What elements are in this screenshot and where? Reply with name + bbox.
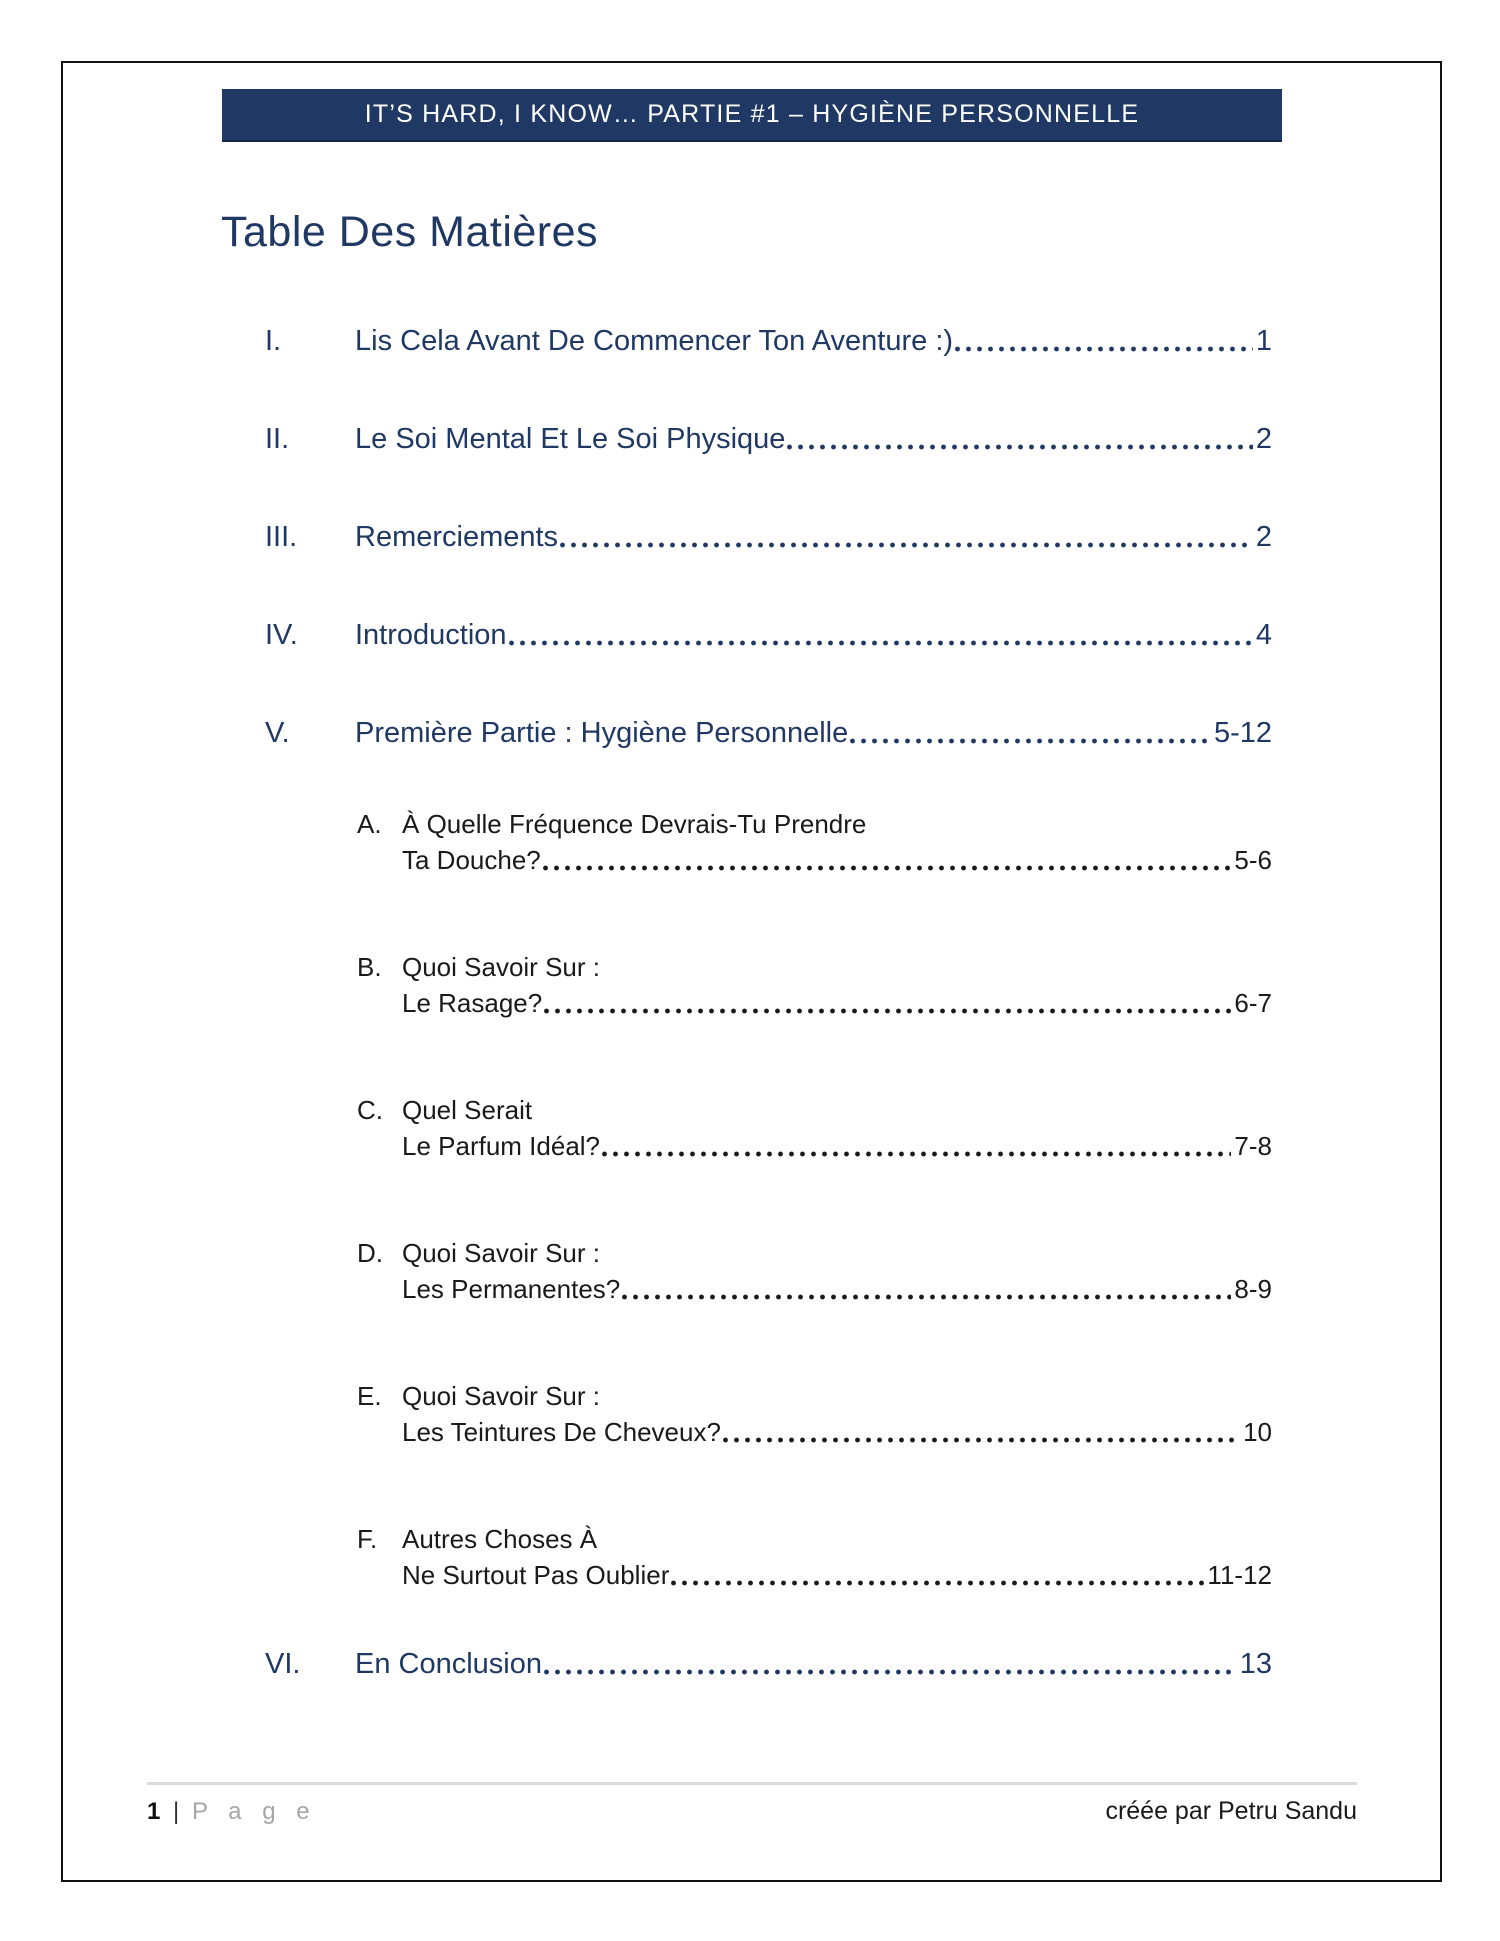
toc-entry-label: Remerciements [355,521,559,553]
header-banner [222,89,1282,142]
toc-entry-page: 2 [1255,423,1272,455]
footer-page-indicator [147,1798,317,1826]
toc-entry-label: Le Soi Mental Et Le Soi Physique [355,423,786,455]
toc-entry-6 [265,1647,1272,1681]
toc-subentry-letter: B. [357,952,382,982]
dotted-leader [787,444,1252,450]
toc-entry-page: 2 [1255,521,1272,553]
toc-entry-3 [265,520,1272,554]
toc-entry-numeral: II. [265,423,290,455]
toc-subentry-line1: Quel Serait [402,1095,533,1125]
toc-entry-numeral: III. [265,521,298,553]
toc-subentry-page: 6-7 [1234,988,1272,1018]
toc-sublist [357,806,1272,1593]
toc-entry-page: 4 [1255,619,1272,651]
dotted-leader [543,865,1232,871]
toc-subentry-letter: E. [357,1381,382,1411]
toc-subentry-e [357,1378,1272,1450]
toc-subentry-b [357,949,1272,1021]
toc-entry-page: 5-12 [1213,717,1272,749]
table-of-contents [265,324,1272,1745]
footer-credit: créée par Petru Sandu [1105,1797,1357,1825]
dotted-leader [850,738,1211,744]
toc-subentry-line2: Le Parfum Idéal? [402,1131,601,1161]
toc-subentry-line1: À Quelle Fréquence Devrais-Tu Prendre [402,809,867,839]
toc-entry-label: En Conclusion [355,1648,542,1680]
toc-entry-label: Lis Cela Avant De Commencer Ton Aventure :) [355,325,954,357]
toc-subentry-line2: Les Teintures De Cheveux? [402,1417,721,1447]
toc-subentry-line1: Quoi Savoir Sur : [402,952,600,982]
toc-subentry-line2: Le Rasage? [402,988,543,1018]
toc-subentry-line1: Autres Choses À [402,1524,598,1554]
dotted-leader [560,542,1253,548]
toc-entry-numeral: VI. [265,1648,301,1680]
dotted-leader [955,346,1253,352]
toc-entry-numeral: V. [265,717,290,749]
page-footer [147,1782,1357,1826]
dotted-leader [723,1437,1240,1443]
toc-entry-numeral: I. [265,325,282,357]
toc-entry-5 [265,716,1272,750]
dotted-leader [602,1151,1231,1157]
toc-subentry-line2: Ta Douche? [402,845,541,875]
toc-entry-numeral: IV. [265,619,298,651]
toc-entry-page: 13 [1239,1648,1272,1680]
footer-page-number: 1 [147,1798,161,1825]
dotted-leader [671,1580,1204,1586]
toc-subentry-c [357,1092,1272,1164]
toc-entry-4 [265,618,1272,652]
toc-entry-page: 1 [1255,325,1272,357]
toc-subentry-line2: Les Permanentes? [402,1274,621,1304]
toc-subentry-letter: A. [357,809,382,839]
toc-subentry-f [357,1521,1272,1593]
footer-page-word: P a g e [191,1798,317,1825]
toc-subentry-line1: Quoi Savoir Sur : [402,1381,600,1411]
document-page [61,61,1442,1882]
toc-subentry-letter: F. [357,1524,378,1554]
footer-separator: | [173,1798,180,1825]
toc-subentry-letter: C. [357,1095,383,1125]
toc-subentry-line1: Quoi Savoir Sur : [402,1238,600,1268]
page-title: Table Des Matières [221,208,599,256]
toc-subentry-line2: Ne Surtout Pas Oublier [402,1560,670,1590]
dotted-leader [544,1669,1237,1675]
toc-subentry-d [357,1235,1272,1307]
header-banner-text: IT’S HARD, I KNOW… PARTIE #1 – HYGIÈNE PERSONNELLE [364,100,1140,128]
toc-entry-label: Première Partie : Hygiène Personnelle [355,717,849,749]
toc-subentry-page: 7-8 [1234,1131,1272,1161]
dotted-leader [622,1294,1231,1300]
toc-subentry-page: 11-12 [1207,1560,1272,1590]
toc-subentry-a [357,806,1272,878]
toc-entry-2 [265,422,1272,456]
toc-subentry-page: 10 [1243,1417,1272,1447]
toc-subentry-letter: D. [357,1238,383,1268]
toc-subentry-page: 8-9 [1234,1274,1272,1304]
dotted-leader [509,640,1253,646]
toc-subentry-page: 5-6 [1234,845,1272,875]
toc-entry-label: Introduction [355,619,507,651]
toc-entry-1 [265,324,1272,358]
dotted-leader [544,1008,1231,1014]
